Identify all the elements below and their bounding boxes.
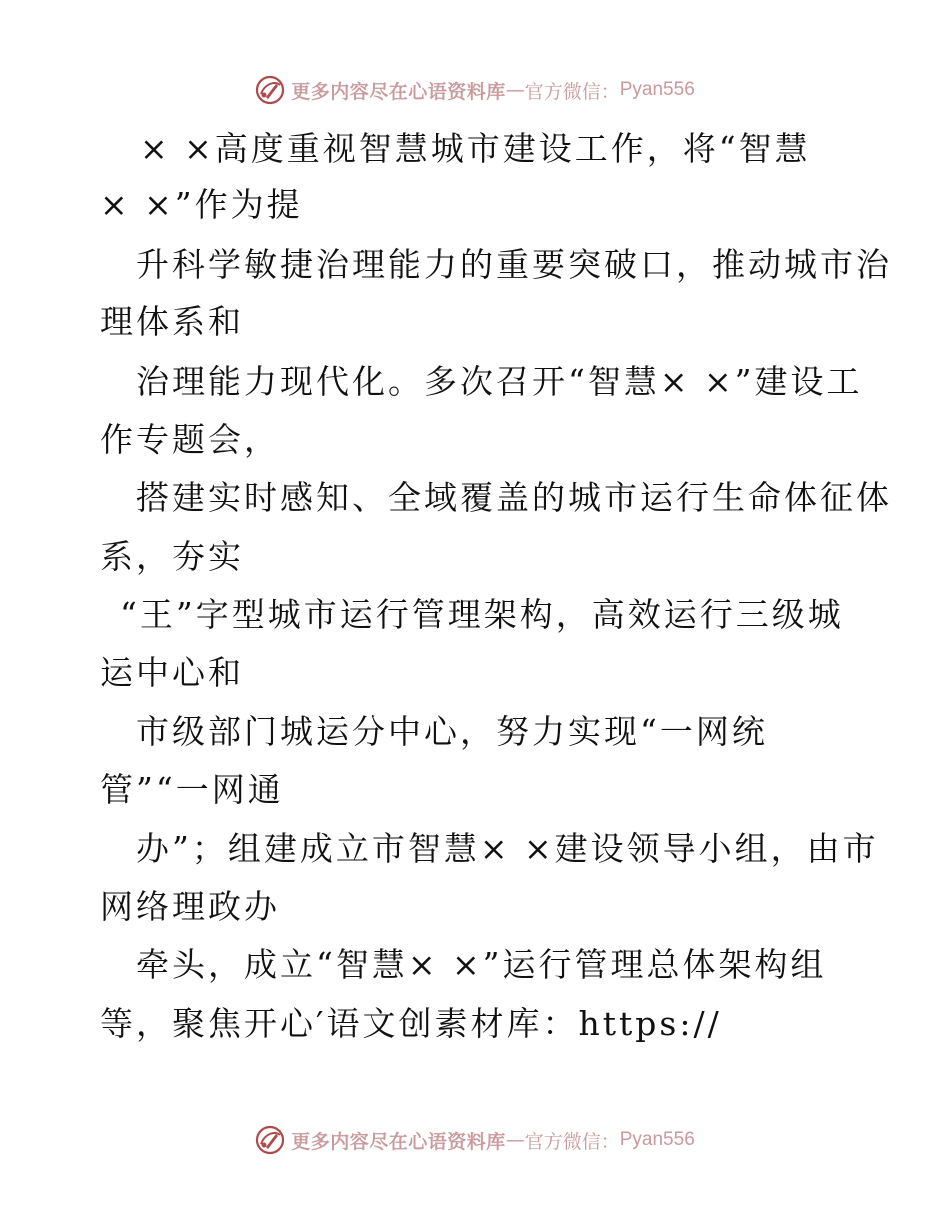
watermark-dash: — xyxy=(505,1129,525,1151)
watermark-text: 更多内容尽在心语资料库 xyxy=(291,1130,506,1153)
body-line: 管”“一网通 xyxy=(100,770,284,809)
body-line: 搭建实时感知、全域覆盖的城市运行生命体征体 xyxy=(136,478,892,517)
watermark-wechat-label: 官方微信： xyxy=(524,80,620,103)
body-line: 治理能力现代化。多次召开“智慧× ×”建设工 xyxy=(136,362,863,401)
body-line: 等，聚焦开心′语文创素材库：https:// xyxy=(100,1004,722,1043)
watermark-wechat-id: Pyan556 xyxy=(619,79,695,100)
body-line: 理体系和 xyxy=(100,302,244,341)
body-line: × ×”作为提 xyxy=(100,185,303,224)
body-line: × ×高度重视智慧城市建设工作，将“智慧 xyxy=(140,129,811,168)
pen-logo-icon xyxy=(255,1125,285,1155)
body-line: 网络理政办 xyxy=(100,887,280,926)
watermark-wechat-label: 官方微信： xyxy=(524,1130,620,1153)
body-line: 作专题会， xyxy=(100,420,280,459)
body-line: 系，夯实 xyxy=(100,537,244,576)
body-line: 办”；组建成立市智慧× ×建设领导小组，由市 xyxy=(136,829,879,868)
watermark-text: 更多内容尽在心语资料库 xyxy=(291,80,506,103)
watermark-dash: — xyxy=(505,79,525,101)
body-line: 市级部门城运分中心，努力实现“一网统 xyxy=(136,712,768,751)
body-line: 牵头，成立“智慧× ×”运行管理总体架构组 xyxy=(136,945,827,984)
body-line: “王”字型城市运行管理架构，高效运行三级城 xyxy=(120,595,844,634)
footer-watermark xyxy=(0,1120,950,1160)
body-line: 运中心和 xyxy=(100,653,244,692)
body-line: 升科学敏捷治理能力的重要突破口，推动城市治 xyxy=(136,245,892,284)
watermark-wechat-id: Pyan556 xyxy=(619,1129,695,1150)
